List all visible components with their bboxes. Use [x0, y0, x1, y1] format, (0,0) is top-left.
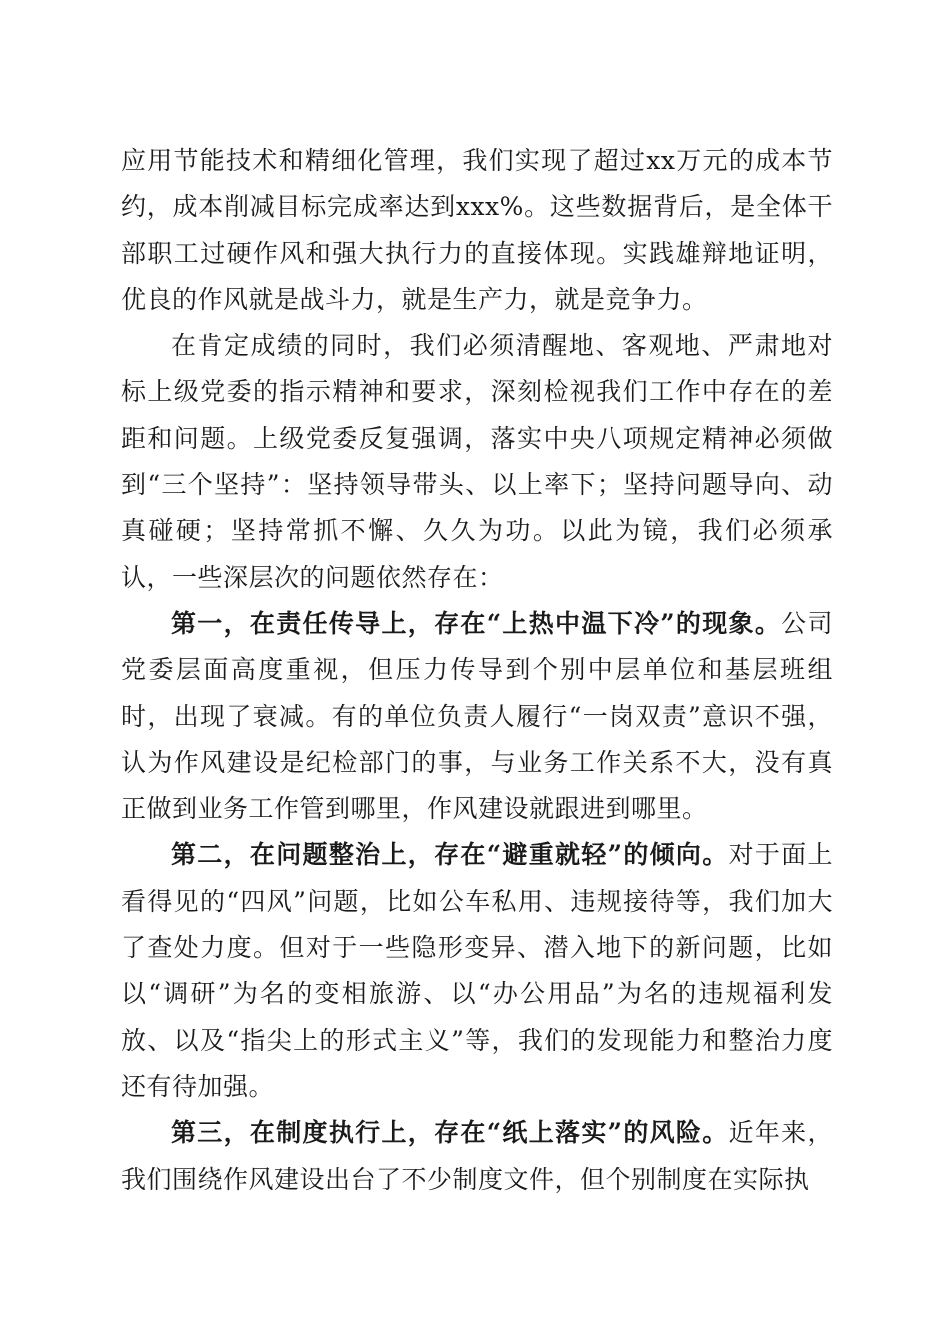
paragraph-text: 对于面上看得见的“四风”问题，比如公车私用、违规接待等，我们加大了查处力度。但对于一些隐形变异、潜入地下的新问题，比如以“调研”为名的变相旅游、以“办公用品”为名的违规福利发放、以及“指尖上的形式主义”等，我们的发现能力和整治力度还有待加强。 [121, 840, 833, 1101]
paragraph-point-two [121, 832, 833, 1110]
paragraph-lead-sentence: 第二，在问题整治上，存在“避重就轻”的倾向。 [171, 840, 729, 870]
paragraph-text: 应用节能技术和精细化管理，我们实现了超过xx万元的成本节约，成本削减目标完成率达到xxx%。这些数据背后，是全体干部职工过硬作风和强大执行力的直接体现。实践雄辩地证明，优良的作风就是战斗力，就是生产力，就是竞争力。 [121, 146, 833, 314]
paragraph-lead-sentence: 第三，在制度执行上，存在“纸上落实”的风险。 [171, 1118, 729, 1148]
paragraph-text: 公司党委层面高度重视，但压力传导到个别中层单位和基层班组时，出现了衰减。有的单位负责人履行“一岗双责”意识不强，认为作风建设是纪检部门的事，与业务工作关系不大，没有真正做到业务工作管到哪里，作风建设就跟进到哪里。 [121, 608, 833, 824]
paragraph-problem-intro [121, 323, 833, 601]
paragraph-text: 近年来，我们围绕作风建设出台了不少制度文件，但个别制度在实际执 [121, 1118, 833, 1194]
paragraph-point-one [121, 601, 833, 832]
paragraph-continuation [121, 138, 833, 323]
paragraph-point-three [121, 1110, 833, 1203]
document-body [121, 138, 833, 1203]
paragraph-text: 在肯定成绩的同时，我们必须清醒地、客观地、严肃地对标上级党委的指示精神和要求，深刻检视我们工作中存在的差距和问题。上级党委反复强调，落实中央八项规定精神必须做到“三个坚持”：坚持领导带头、以上率下；坚持问题导向、动真碰硬；坚持常抓不懈、久久为功。以此为镜，我们必须承认，一些深层次的问题依然存在： [121, 331, 833, 592]
paragraph-lead-sentence: 第一，在责任传导上，存在“上热中温下冷”的现象。 [171, 608, 782, 638]
